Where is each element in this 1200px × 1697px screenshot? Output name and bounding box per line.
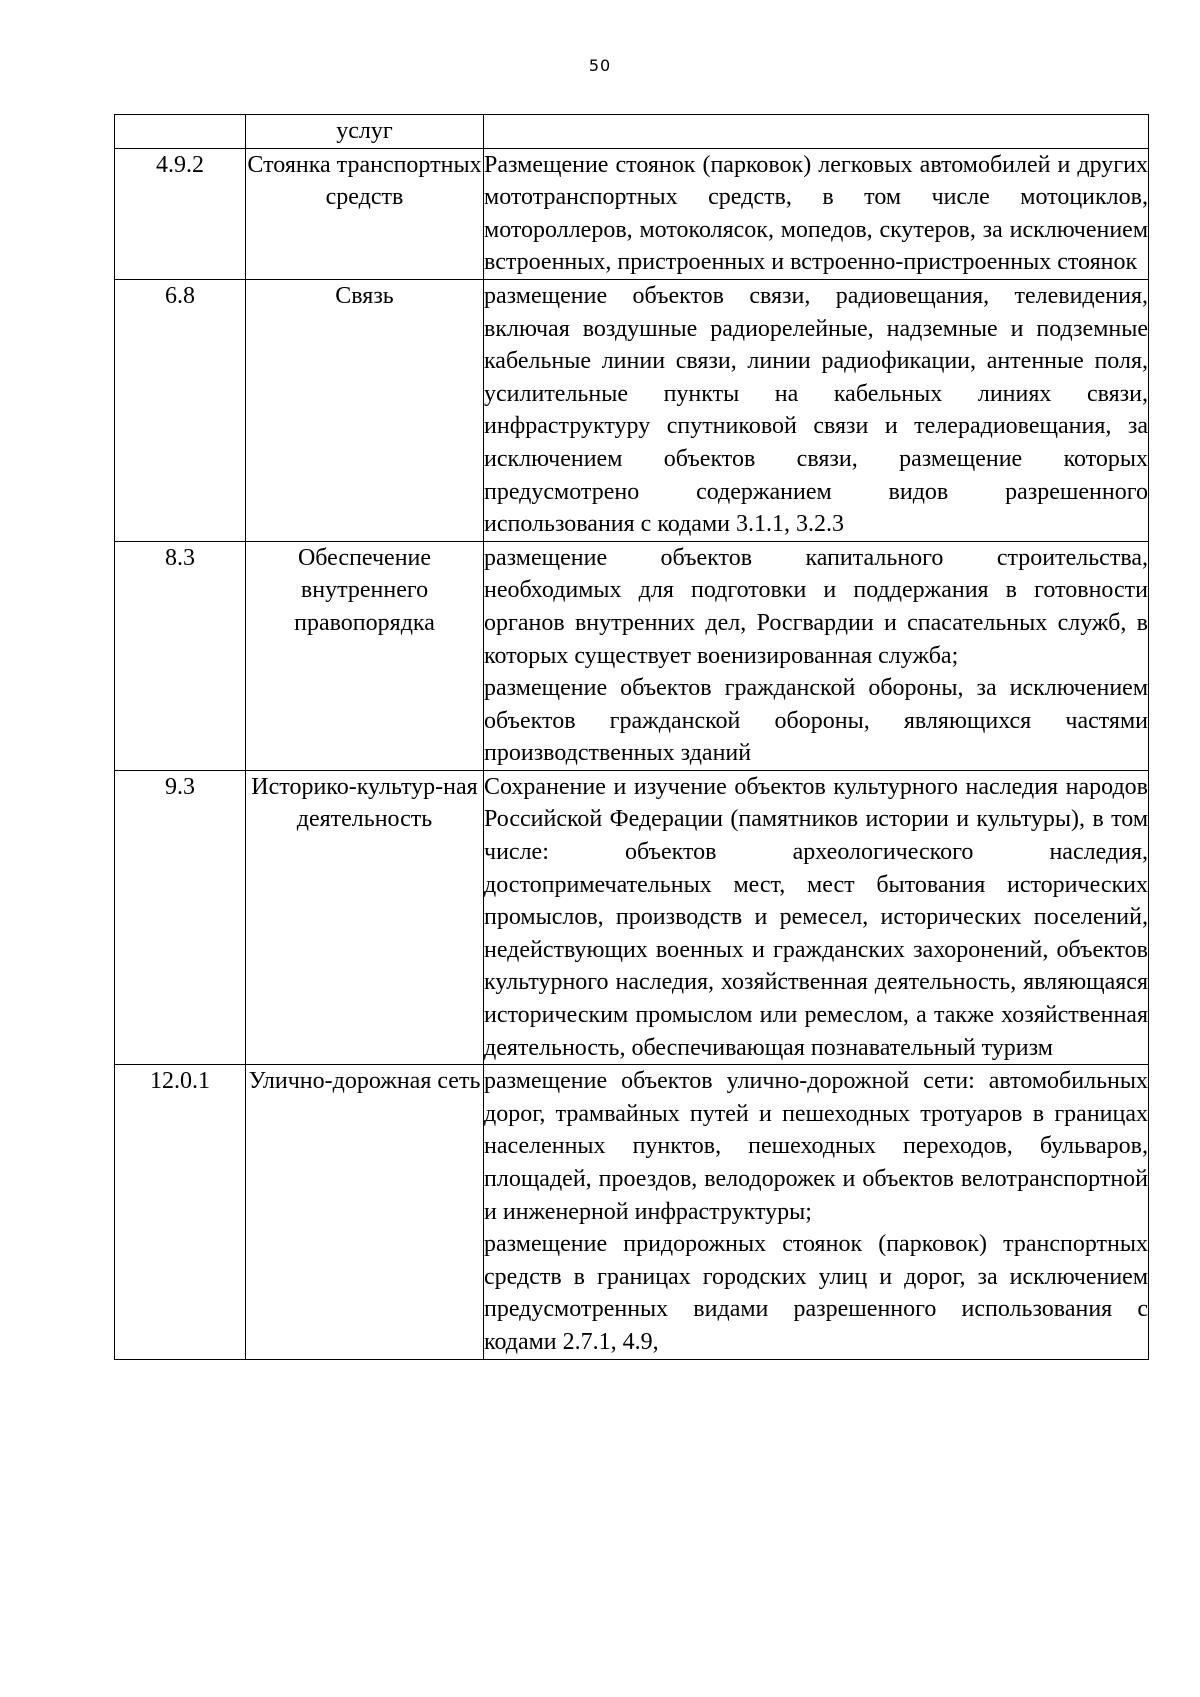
table-row [115, 148, 1149, 279]
code-cell: 12.0.1 [115, 1065, 246, 1359]
code-cell: 4.9.2 [115, 148, 246, 279]
description-cell [484, 770, 1149, 1064]
land-use-table [114, 114, 1149, 1360]
description-cell [484, 541, 1149, 770]
table-row [115, 541, 1149, 770]
code-cell: 9.3 [115, 770, 246, 1064]
table-row [115, 770, 1149, 1064]
name-cell: Связь [246, 279, 484, 541]
name-cell: Историко-культур-ная деятельность [246, 770, 484, 1064]
description-cell [484, 115, 1149, 149]
table-row-continuation [115, 115, 1149, 149]
code-cell [115, 115, 246, 149]
description-paragraph: размещение объектов улично-дорожной сети: автомобильных дорог, трамвайных путей и пешеходных тротуаров в границах населенных пунктов, пешеходных переходов, бульваров, площадей, проездов, велодорожек и объектов велотранспортной и инженерной инфраструктуры; [484, 1068, 1148, 1225]
description-paragraph: Сохранение и изучение объектов культурного наследия народов Российской Федерации (памятников истории и культуры), в том числе: объектов археологического наследия, достопримечательных мест, мест бытования исторических промыслов, производств и ремесел, исторических поселений, недействующих военных и гражданских захоронений, объектов культурного наследия, хозяйственная деятельность, являющаяся историческим промыслом или ремеслом, а также хозяйственная деятельность, обеспечивающая познавательный туризм [484, 773, 1148, 1061]
description-paragraph: размещение объектов капитального строительства, необходимых для подготовки и поддержания в готовности органов внутренних дел, Росгвардии и спасательных служб, в которых существует военизированная служба; [484, 544, 1148, 669]
name-cell: Стоянка транспортных средств [246, 148, 484, 279]
name-cell: Улично-дорожная сеть [246, 1065, 484, 1359]
page-number: 50 [588, 56, 612, 75]
description-paragraph: Размещение стоянок (парковок) легковых автомобилей и других мототранспортных средств, в том числе мотоциклов, мотороллеров, мотоколясок, мопедов, скутеров, за исключением встроенных, пристроенных и встроенно-пристроенных стоянок [484, 151, 1148, 276]
description-paragraph: размещение придорожных стоянок (парковок) транспортных средств в границах городских улиц и дорог, за исключением предусмотренных видами разрешенного использования с кодами 2.7.1, 4.9, [484, 1231, 1148, 1355]
description-paragraph: размещение объектов гражданской обороны, за исключением объектов гражданской обороны, являющихся частями производственных зданий [484, 675, 1148, 767]
name-cell: Обеспечение внутреннего правопорядка [246, 541, 484, 770]
code-cell: 8.3 [115, 541, 246, 770]
description-cell [484, 279, 1149, 541]
table-row [115, 279, 1149, 541]
code-cell: 6.8 [115, 279, 246, 541]
table-row [115, 1065, 1149, 1359]
description-cell [484, 1065, 1149, 1359]
description-paragraph: размещение объектов связи, радиовещания, телевидения, включая воздушные радиорелейные, надземные и подземные кабельные линии связи, линии радиофикации, антенные поля, усилительные пункты на кабельных линиях связи, инфраструктуру спутниковой связи и телерадиовещания, за исключением объектов связи, размещение которых предусмотрено содержанием видов разрешенного использования с кодами 3.1.1, 3.2.3 [484, 282, 1148, 538]
name-cell: услуг [246, 115, 484, 149]
description-cell [484, 148, 1149, 279]
